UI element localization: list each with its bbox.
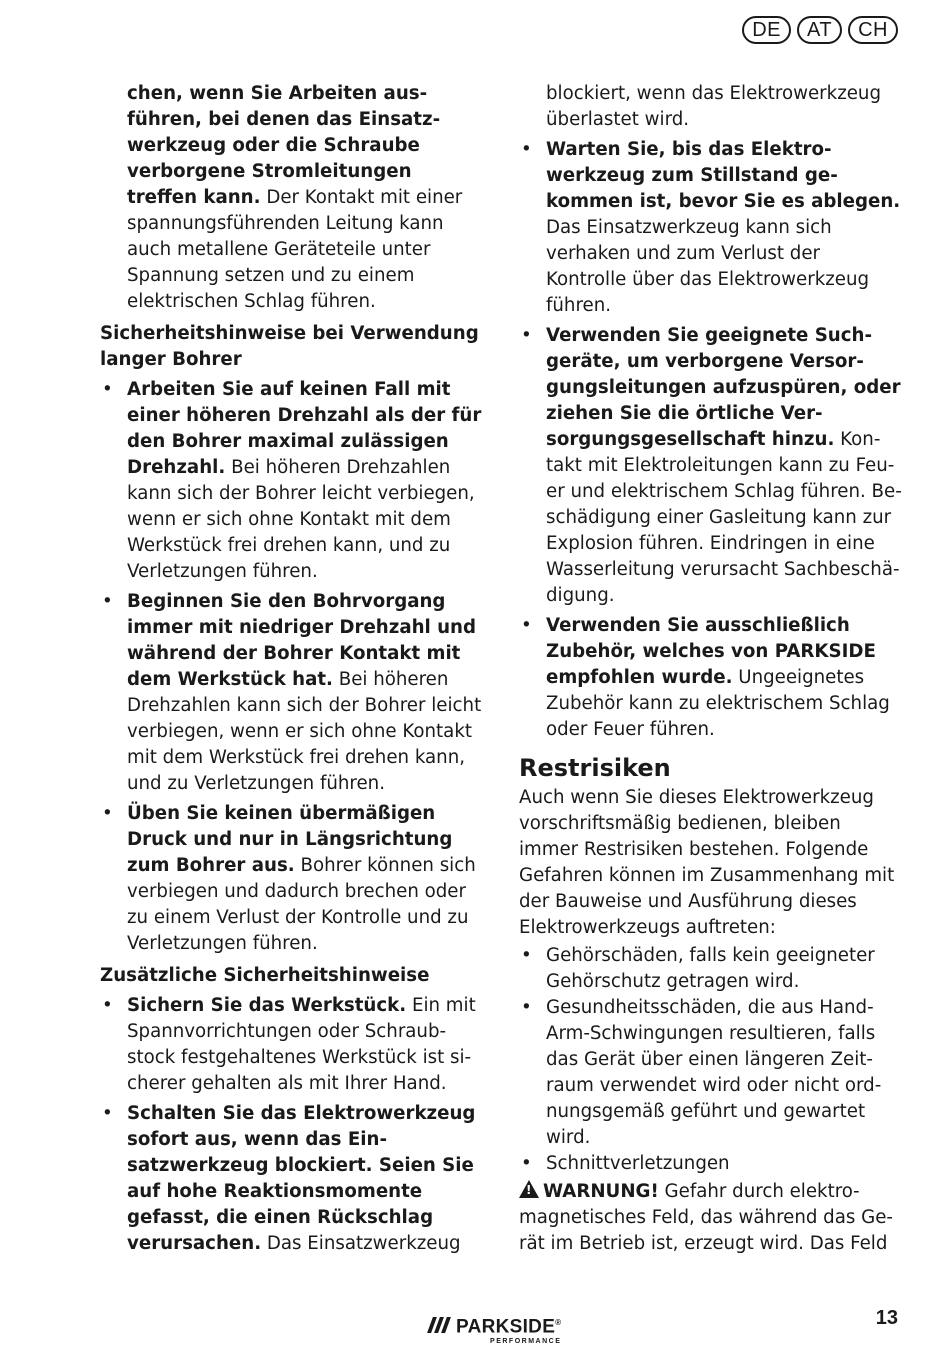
bullet-bold: Schalten Sie das Elektrowerkzeug sofort aus, wenn das Einsatzwerkzeug blockiert. Seien Sie auf hohe Reaktionsmomente gefasst, die einen Rückschlag verursachen. [127, 1103, 476, 1254]
badge-at: AT [797, 16, 842, 44]
left-p0-text: Der Kontakt mit einer spannungsführenden Leitung kann auch metallene Geräteteile unter Spannung setzen und zu einem elektrischen Schlag führen. [127, 187, 463, 312]
heading-long-drills: Sicherheitshinweise bei Verwendung langer Bohrer [100, 323, 479, 370]
bullet-bold: Warten Sie, bis das Elektrowerkzeug zum Stillstand gekommen ist, bevor Sie es ablegen. [546, 139, 901, 212]
bullet-icon: • [102, 803, 113, 824]
bullet-text: Bohrer können sich verbiegen und dadurch brechen oder zu einem Verlust der Kontrolle und zu Verletzungen führen. [127, 855, 476, 954]
bullet-text: Gesundheitsschäden, die aus Hand-Arm-Schwingungen resultieren, falls das Gerät über einen längeren Zeitraum verwendet wird oder nicht ordnungsgemäß geführt und gewartet wird. [546, 997, 882, 1148]
list-item [100, 1101, 486, 1257]
list-item [519, 137, 905, 319]
country-badges [742, 16, 898, 44]
badge-ch: CH [848, 16, 898, 44]
restrisiken-intro: Auch wenn Sie dieses Elektrowerkzeug vorschriftsmäßig bedienen, bleiben immer Restrisiken bestehen. Folgende Gefahren können im Zusammenhang mit der Bauweise und Ausführung dieses Elektrowerkzeugs auftreten: [519, 787, 895, 938]
list-item [100, 377, 486, 585]
warning-label: WARNUNG! [543, 1181, 659, 1202]
bullet-icon: • [521, 997, 532, 1018]
bullet-icon: • [102, 591, 113, 612]
list-item [519, 1151, 905, 1177]
list-item [100, 589, 486, 797]
bullet-bold: Arbeiten Sie auf keinen Fall mit einer höheren Drehzahl als der für den Bohrer maximal zulässigen Drehzahl. [127, 379, 482, 478]
brand-subline: PERFORMANCE [490, 1338, 562, 1346]
bullet-icon: • [521, 139, 532, 160]
bullet-text: Das Einsatzwerkzeug [261, 1233, 461, 1254]
bullet-text: Gehörschäden, falls kein geeigneter Gehörschutz getragen wird. [546, 945, 875, 992]
left-continued-paragraph [100, 81, 486, 315]
logo-slashes-icon [430, 1317, 448, 1333]
parkside-logo [430, 1313, 561, 1347]
bullet-bold: Verwenden Sie ausschließlich Zubehör, welches von PARKSIDE empfohlen wurde. [546, 615, 876, 688]
warning-paragraph [519, 1179, 905, 1257]
bullet-bold: Beginnen Sie den Bohrvorgang immer mit niedriger Drehzahl und während der Bohrer Kontakt mit dem Werkstück hat. [127, 591, 477, 690]
list-item [519, 613, 905, 743]
bullet-text: Ein mit Spannvorrichtungen oder Schraubstock festgehaltenes Werkstück ist sicherer gehalten als mit Ihrer Hand. [127, 995, 476, 1094]
bullet-text: Das Einsatzwerkzeug kann sich verhaken und zum Verlust der Kontrolle über das Elektrowerkzeug führen. [546, 217, 870, 316]
heading-additional-safety: Zusätzliche Sicherheitshinweise [100, 965, 430, 986]
list-item [519, 995, 905, 1151]
bullet-text: Bei höheren Drehzahlen kann sich der Bohrer leicht verbiegen, wenn er sich ohne Kontakt mit dem Werkstück frei drehen kann, und zu Verletzungen führen. [127, 669, 482, 794]
section-title-restrisiken: Restrisiken [519, 754, 671, 782]
bullet-icon: • [521, 615, 532, 636]
page-number: 13 [875, 1307, 898, 1329]
list-item [519, 323, 905, 609]
right-column [519, 81, 905, 1257]
bullet-icon: • [102, 1103, 113, 1124]
bullet-bold: Verwenden Sie geeignete Suchgeräte, um verborgene Versorgungsleitungen aufzuspüren, oder ziehen Sie die örtliche Versorgungsgesellschaft hinzu. [546, 325, 901, 450]
bullet-icon: • [102, 379, 113, 400]
list-item [100, 993, 486, 1097]
right-continued-paragraph: blockiert, wenn das Elektrowerkzeug überlastet wird. [546, 83, 882, 130]
bullet-icon: • [102, 995, 113, 1016]
bullet-text: Ungeeignetes Zubehör kann zu elektrischem Schlag oder Feuer führen. [546, 667, 890, 740]
warning-text: Gefahr durch elektromagnetisches Feld, das während das Gerät im Betrieb ist, erzeugt wird. Das Feld [519, 1181, 893, 1254]
list-item [519, 943, 905, 995]
bullet-text: Bei höheren Drehzahlen kann sich der Bohrer leicht verbiegen, wenn er sich ohne Kontakt mit dem Werkstück frei drehen kann, und zu Verletzungen führen. [127, 457, 475, 582]
warning-triangle-icon [519, 1180, 539, 1198]
bullet-bold: Üben Sie keinen übermäßigen Druck und nur in Längsrichtung zum Bohrer aus. [127, 803, 453, 876]
bullet-icon: • [521, 945, 532, 966]
list-item [100, 801, 486, 957]
left-p0-bold: chen, wenn Sie Arbeiten ausführen, bei denen das Einsatzwerkzeug oder die Schraube verborgene Stromleitungen treffen kann. [127, 83, 441, 208]
left-column [100, 81, 486, 1261]
bullet-icon: • [521, 325, 532, 346]
bullet-icon: • [521, 1153, 532, 1174]
bullet-bold: Sichern Sie das Werkstück. [127, 995, 407, 1016]
bullet-text: Kontakt mit Elektroleitungen kann zu Feuer und elektrischem Schlag führen. Beschädigung einer Gasleitung kann zur Explosion führen. Eindringen in eine Wasserleitung verursacht Sachbeschädigung. [546, 429, 902, 606]
badge-de: DE [742, 16, 791, 44]
bullet-text: Schnittverletzungen [546, 1153, 730, 1174]
brand-name: PARKSIDE® [456, 1316, 562, 1338]
